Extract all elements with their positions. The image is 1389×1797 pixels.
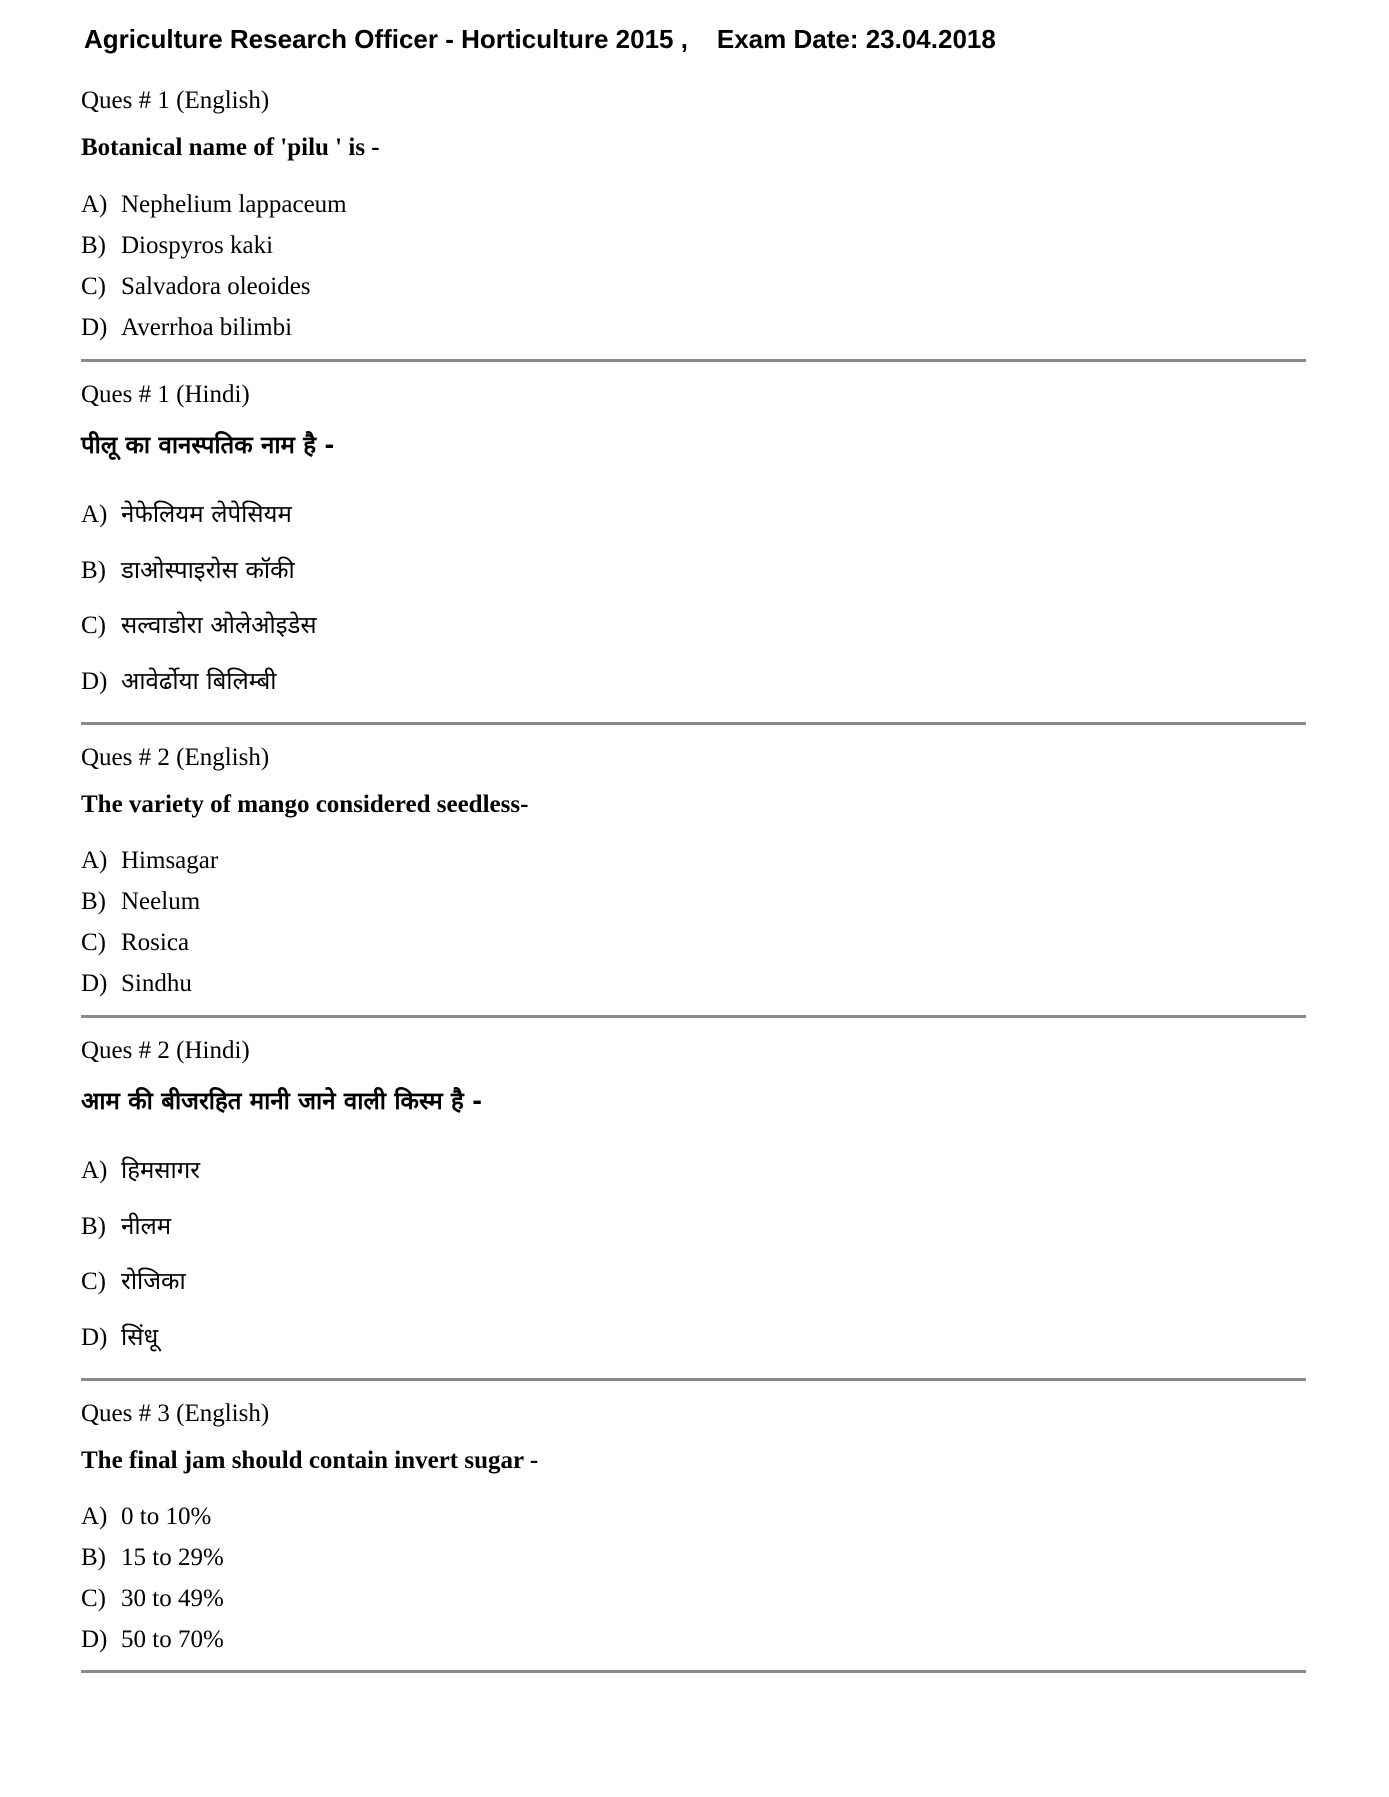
option-a: A) Himsagar xyxy=(81,847,219,874)
question-block xyxy=(81,1036,1306,1066)
option-a-text: नेफेलियम लेपेसियम xyxy=(121,500,292,528)
option-a-text: हिमसागर xyxy=(121,1156,201,1184)
option-d-text: Sindhu xyxy=(121,970,192,997)
question-text-block xyxy=(81,790,1306,820)
question-text-block xyxy=(81,133,1306,163)
page-header-title: Agriculture Research Officer - Horticulture 2015 , Exam Date: 23.04.2018 xyxy=(84,24,996,54)
option-a: A) हिमसागर xyxy=(81,1156,201,1184)
question-label: Ques # 1 (Hindi) xyxy=(81,381,250,408)
option-d: D) सिंधू xyxy=(81,1323,159,1351)
question-text: आम की बीजरहित मानी जाने वाली किस्म है - xyxy=(81,1087,483,1115)
option-b: B) 15 to 29% xyxy=(81,1544,224,1571)
option-a-text: Himsagar xyxy=(121,847,219,874)
option-c-text: Salvadora oleoides xyxy=(121,273,311,300)
option-c-text: Rosica xyxy=(121,929,190,956)
question-label: Ques # 3 (English) xyxy=(81,1400,270,1427)
option-b: B) Neelum xyxy=(81,888,201,915)
option-b: B) Diospyros kaki xyxy=(81,232,274,259)
question-block xyxy=(81,86,1306,116)
question-text-block xyxy=(81,1084,1306,1118)
option-b-text: Neelum xyxy=(121,888,201,915)
option-b-text: डाओस्पाइरोस कॉकी xyxy=(121,556,295,584)
option-c: C) Salvadora oleoides xyxy=(81,273,311,300)
option-d-text: 50 to 70% xyxy=(121,1626,224,1653)
option-c: C) 30 to 49% xyxy=(81,1585,224,1612)
option-c-text: 30 to 49% xyxy=(121,1585,224,1612)
question-label: Ques # 2 (Hindi) xyxy=(81,1037,250,1064)
option-d-text: आवेर्ढोया बिलिम्बी xyxy=(121,667,277,695)
option-a-text: 0 to 10% xyxy=(121,1503,212,1530)
question-block xyxy=(81,743,1306,773)
option-d: D) 50 to 70% xyxy=(81,1626,224,1653)
option-a: A) नेफेलियम लेपेसियम xyxy=(81,500,292,528)
option-d: D) Averrhoa bilimbi xyxy=(81,314,293,341)
question-label: Ques # 2 (English) xyxy=(81,744,270,771)
option-c-text: रोजिका xyxy=(121,1267,186,1295)
divider xyxy=(81,722,1306,725)
option-c-text: सल्वाडोरा ओलेओइडेस xyxy=(121,611,317,639)
option-c: C) Rosica xyxy=(81,929,190,956)
divider xyxy=(81,359,1306,362)
question-text-block xyxy=(81,428,1306,462)
option-b-text: Diospyros kaki xyxy=(121,232,274,259)
option-a: A) 0 to 10% xyxy=(81,1503,212,1530)
option-d: D) Sindhu xyxy=(81,970,192,997)
option-b: B) डाओस्पाइरोस कॉकी xyxy=(81,556,295,584)
option-d: D) आवेर्ढोया बिलिम्बी xyxy=(81,667,277,695)
question-block xyxy=(81,1399,1306,1429)
option-c: C) रोजिका xyxy=(81,1267,186,1295)
option-b-text: नीलम xyxy=(121,1212,172,1240)
question-text-block xyxy=(81,1446,1306,1476)
option-a-text: Nephelium lappaceum xyxy=(121,191,347,218)
question-label: Ques # 1 (English) xyxy=(81,87,270,114)
option-d-text: सिंधू xyxy=(121,1323,159,1351)
option-b-text: 15 to 29% xyxy=(121,1544,224,1571)
divider xyxy=(81,1670,1306,1673)
divider xyxy=(81,1015,1306,1018)
question-text: The final jam should contain invert sugar - xyxy=(81,1447,539,1474)
option-a: A) Nephelium lappaceum xyxy=(81,191,347,218)
divider xyxy=(81,1378,1306,1381)
question-text: Botanical name of 'pilu ' is - xyxy=(81,134,380,161)
question-block xyxy=(81,380,1306,410)
option-d-text: Averrhoa bilimbi xyxy=(121,314,293,341)
option-b: B) नीलम xyxy=(81,1212,172,1240)
question-text: पीलू का वानस्पतिक नाम है - xyxy=(81,431,335,459)
question-text: The variety of mango considered seedless- xyxy=(81,791,529,818)
option-c: C) सल्वाडोरा ओलेओइडेस xyxy=(81,611,317,639)
